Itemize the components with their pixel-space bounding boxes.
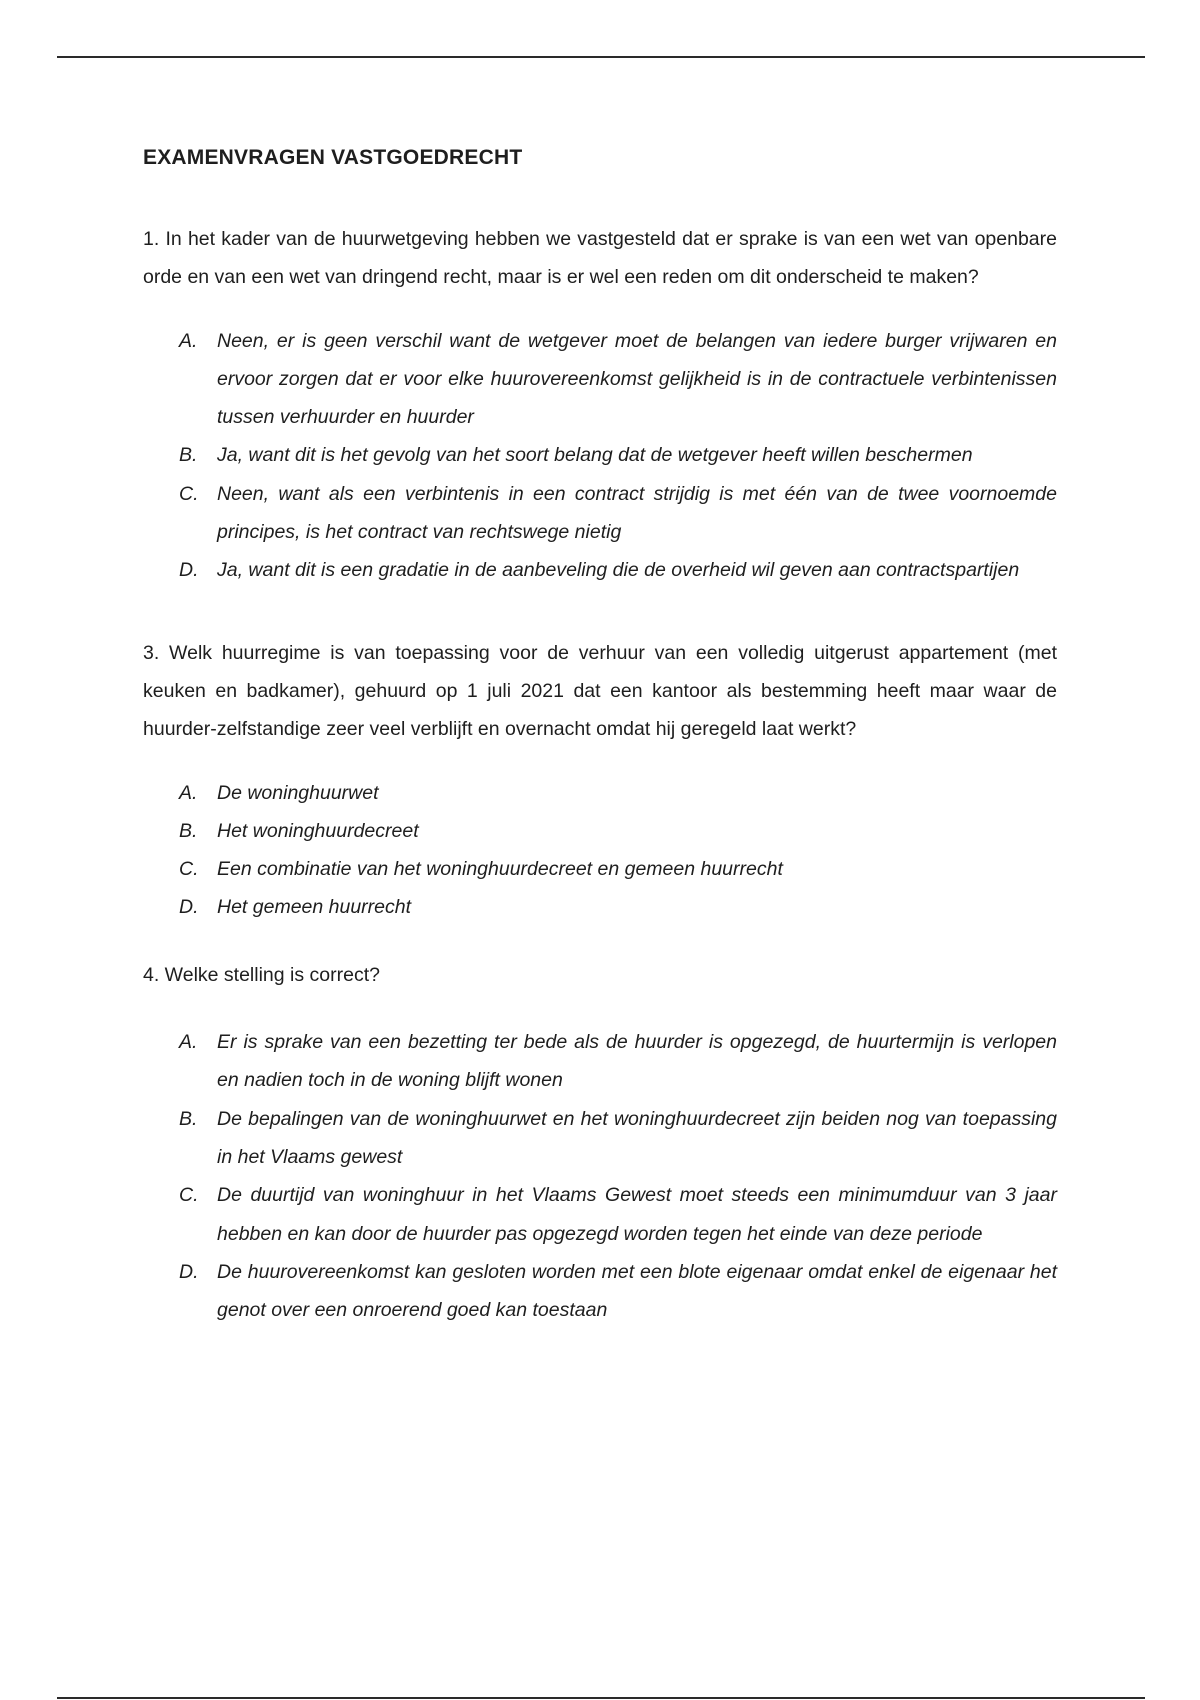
option-text: Een combinatie van het woninghuurdecreet en gemeen huurrecht <box>217 858 783 881</box>
question-4-option-c <box>143 1176 1057 1253</box>
option-letter: B. <box>179 1107 198 1130</box>
question-4-text: 4. Welke stelling is correct? <box>143 963 380 986</box>
option-text: Het woninghuurdecreet <box>217 819 419 842</box>
option-text: De woninghuurwet <box>217 781 379 804</box>
option-letter: A. <box>179 1031 198 1054</box>
option-text: Ja, want dit is een gradatie in de aanbeveling die de overheid wil geven aan contractspartijen <box>217 559 1020 582</box>
bottom-divider <box>57 1697 1145 1699</box>
question-1-option-b <box>143 436 1057 474</box>
question-1-text: 1. In het kader van de huurwetgeving hebben we vastgesteld dat er sprake is van een wet van openbare orde en van een wet van dringend recht, maar is er wel een reden om dit onderscheid te maken? <box>143 228 1057 289</box>
question-4-option-a <box>143 1023 1057 1100</box>
option-letter: B. <box>179 444 198 467</box>
question-3-option-d <box>143 888 1057 926</box>
option-text: Het gemeen huurrecht <box>217 896 412 919</box>
question-1-option-a <box>143 322 1057 437</box>
document-title: EXAMENVRAGEN VASTGOEDRECHT <box>143 146 523 169</box>
option-letter: C. <box>179 1184 199 1207</box>
option-text: Neen, er is geen verschil want de wetgever moet de belangen van iedere burger vrijwaren en ervoor zorgen dat er voor elke huurovereenkomst gelijkheid is in de contractuele verbintenissen tussen verhuurder en huurder <box>217 329 1057 429</box>
option-letter: B. <box>179 819 198 842</box>
option-text: Neen, want als een verbintenis in een contract strijdig is met één van de twee voornoemde principes, is het contract van rechtswege nietig <box>217 482 1057 544</box>
option-text: De duurtijd van woninghuur in het Vlaams Gewest moet steeds een minimumduur van 3 jaar hebben en kan door de huurder pas opgezegd worden tegen het einde van deze periode <box>217 1184 1057 1245</box>
option-letter: D. <box>179 559 199 582</box>
question-3-option-a <box>143 774 1057 812</box>
question-4-option-d <box>143 1253 1057 1330</box>
question-4-option-b <box>143 1100 1057 1177</box>
document-body <box>143 140 1057 1329</box>
option-text: Ja, want dit is het gevolg van het soort belang dat de wetgever heeft willen beschermen <box>217 444 973 467</box>
top-divider <box>57 56 1145 58</box>
question-3-text: 3. Welk huurregime is van toepassing voor de verhuur van een volledig uitgerust appartement (met keuken en badkamer), gehuurd op 1 juli 2021 dat een kantoor als bestemming heeft maar waar de huurder-zelfstandige zeer veel verblijft en overnacht omdat hij geregeld laat werkt? <box>143 641 1057 741</box>
option-letter: D. <box>179 1260 199 1283</box>
question-1-option-c <box>143 475 1057 552</box>
question-4-options <box>143 1023 1057 1329</box>
option-text: Er is sprake van een bezetting ter bede als de huurder is opgezegd, de huurtermijn is verlopen en nadien toch in de woning blijft wonen <box>217 1031 1057 1092</box>
option-text: De bepalingen van de woninghuurwet en het woninghuurdecreet zijn beiden nog van toepassing in het Vlaams gewest <box>217 1107 1057 1168</box>
option-text: De huurovereenkomst kan gesloten worden met een blote eigenaar omdat enkel de eigenaar het genot over een onroerend goed kan toestaan <box>217 1260 1057 1322</box>
option-letter: C. <box>179 858 199 881</box>
question-1-options <box>143 322 1057 590</box>
option-letter: D. <box>179 896 199 919</box>
option-letter: A. <box>179 329 198 352</box>
question-1-option-d <box>143 551 1057 589</box>
question-3-option-c <box>143 850 1057 888</box>
option-letter: C. <box>179 482 199 505</box>
question-3-options <box>143 774 1057 927</box>
option-letter: A. <box>179 781 198 804</box>
question-3-option-b <box>143 812 1057 850</box>
